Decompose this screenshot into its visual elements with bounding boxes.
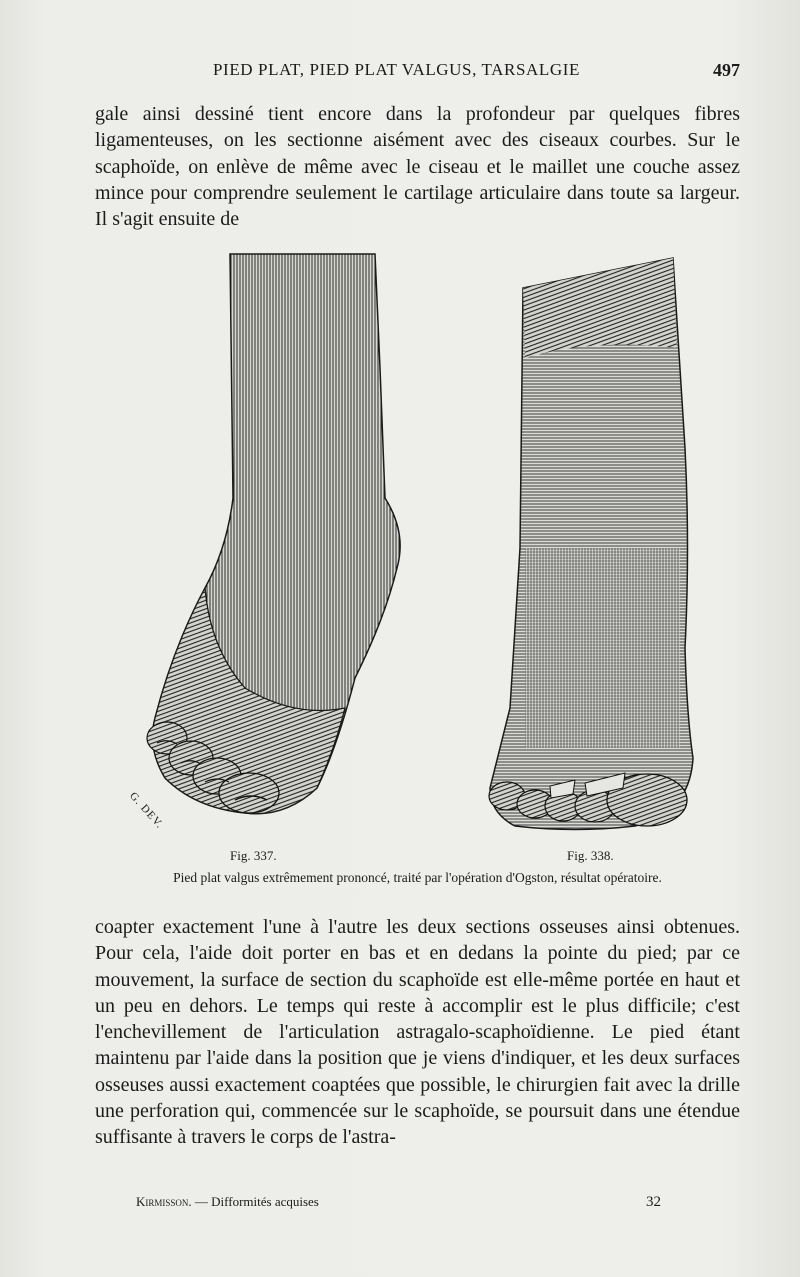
footer-separator: —	[194, 1194, 208, 1209]
signature-mark: 32	[646, 1194, 661, 1210]
engraver-signature: G. DEV.	[127, 790, 166, 832]
footer-book-title: Difformités acquises	[211, 1194, 319, 1209]
figure-337-label: Fig. 337.	[230, 848, 277, 863]
paragraph-top: gale ainsi dessiné tient encore dans la profondeur par quelques fibres ligamenteuses, on les sectionne aisément avec des ciseaux courbes. Sur le scaphoïde, on enlève de même avec le ciseau et le maillet une couche assez mince pour comprendre seulement le cartilage articulaire dans toute sa largeur. Il s'agit ensuite de	[95, 103, 740, 231]
running-title: PIED PLAT, PIED PLAT VALGUS, TARSALGIE	[213, 60, 580, 79]
figure-engraving	[95, 248, 740, 848]
running-header	[95, 60, 740, 90]
page-footer	[136, 1194, 661, 1210]
figure-338-label: Fig. 338.	[567, 848, 614, 863]
paragraph-bottom: coapter exactement l'une à l'autre les deux sections osseuses ainsi obtenues. Pour cela, l'aide doit porter en bas et en dedans la pointe du pied; par ce mouvement, la surface de section du scaphoïde est elle-même portée en haut et un peu en dehors. Le temps qui reste à accomplir est le plus difficile; c'est l'enchevillement de l'articulation astragalo-scaphoïdienne. Le pied étant maintenu par l'aide dans la position que je viens d'indiquer, et les deux surfaces osseuses aussi exactement coaptées que possible, le chirurgien fait avec la drille une perforation qui, commencée sur le scaphoïde, se poursuit dans une étendue suffisante à travers le corps de l'astra-	[95, 916, 740, 1149]
foot-338-drawing	[489, 258, 693, 830]
feet-engraving-image	[95, 248, 740, 848]
figure-caption: Pied plat valgus extrêmement prononcé, traité par l'opération d'Ogston, résultat opératoire.	[173, 870, 662, 885]
foot-337-drawing	[147, 254, 400, 814]
page-number: 497	[713, 60, 740, 80]
footer-author: Kirmisson.	[136, 1194, 192, 1209]
